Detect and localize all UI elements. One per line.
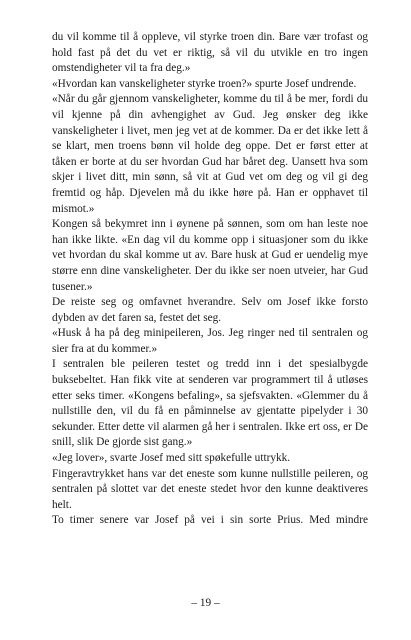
paragraph-5: De reiste seg og omfavnet hverandre. Selv om Josef ikke forsto dybden av det faren sa, festet det seg. (52, 296, 368, 324)
page-number: – 19 – (191, 597, 220, 609)
paragraph-10: To timer senere var Josef på vei i sin sorte Prius. Med mindre (52, 514, 368, 527)
paragraph-1: du vil komme til å oppleve, vil styrke troen din. Bare vær trofast og hold fast på det du vet er riktig, så vil du utvikle en tro ingen omstendigheter vil ta fra deg.» (52, 31, 368, 75)
paragraph-8: «Jeg lover», svarte Josef med sitt spøkefulle uttrykk. (52, 452, 291, 465)
paragraph-6: «Husk å ha på deg minipeileren, Jos. Jeg ringer ned til sentralen og sier fra at du kommer.» (52, 327, 368, 355)
body-text (52, 30, 368, 529)
paragraph-3: «Når du går gjennom vanskeligheter, komme du til å be mer, fordi du vil kjenne på din avhengighet av Gud. Jeg ønsker deg ikke vanskeligheter i livet, men jeg vet at de kommer. Da er det ikke lett å se klart, men troens bønn vil holde deg oppe. Det er først etter at tåken er borte at du ser hvordan Gud har båret deg. Uansett hva som skjer i livet ditt, min sønn, så vit at Gud vet om deg og vil gi deg fremtid og håp. Djevelen må du ikke høre på. Han er opphavet til mismot.» (52, 93, 368, 215)
paragraph-9: Fingeravtrykket hans var det eneste som kunne nullstille peileren, og sentralen på slottet var det eneste stedet hvor den kunne deaktiveres helt. (52, 467, 368, 511)
paragraph-4: Kongen så bekymret inn i øynene på sønnen, som om han leste noe han ikke likte. «En dag vil du komme opp i situasjoner som du ikke vet hvordan du skal komme ut av. Bare husk at Gud er uendelig mye større enn dine vanskeligheter. Der du ikke ser noen utveier, har Gud tusener.» (52, 218, 368, 293)
paragraph-7: I sentralen ble peileren testet og tredd inn i det spesialbygde buksebeltet. Han fikk vite at senderen var programmert til å utløses etter seks timer. «Kongens befaling», sa sjefsvakten. «Glemmer du å nullstille den, vil du få en påminnelse av gjentatte pipelyder i 30 sekunder. Etter dette vil alarmen gå her i sentralen. Ikke ert oss, er De snill, slik De gjorde sist gang.» (52, 358, 368, 449)
paragraph-2: «Hvordan kan vanskeligheter styrke troen?» spurte Josef undrende. (52, 77, 357, 90)
